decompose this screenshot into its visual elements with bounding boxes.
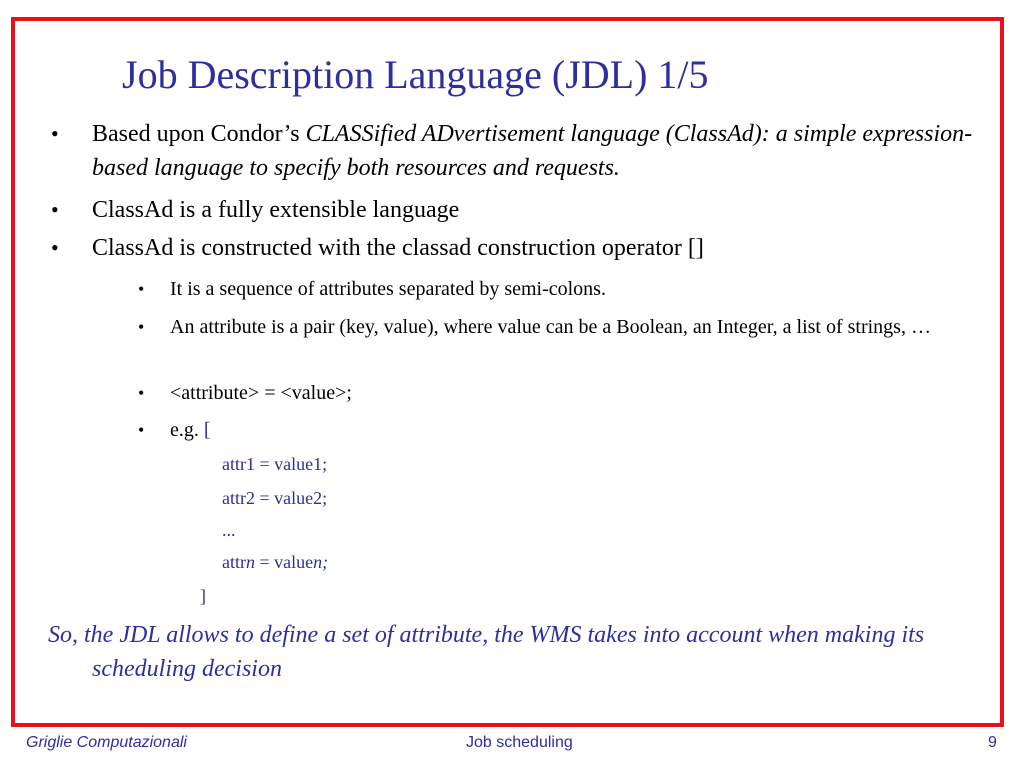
summary-note [48, 618, 988, 686]
code-n-attr: attr [222, 552, 246, 572]
bullet-marker: • [51, 235, 59, 260]
sub-bullet-marker: • [138, 279, 145, 299]
example-prefix: e.g. [170, 419, 204, 441]
code-n-value: = value [255, 552, 314, 572]
sub-bullet-marker: • [138, 317, 145, 337]
code-line-2: attr2 = value2; [222, 488, 328, 508]
bullet-item-2: ClassAd is a fully extensible language [92, 197, 460, 223]
sub-bullet-1: It is a sequence of attributes separated by semi-colons. [170, 278, 606, 300]
bullet-marker: • [51, 121, 59, 146]
bullet-1-italic: CLASSified ADvertisement language (ClassAd): a simple expression-based language to specify both resources and requests. [92, 121, 973, 181]
code-line-1: attr1 = value1; [222, 454, 328, 474]
code-n-index: n [246, 552, 255, 572]
footer-topic: Job scheduling [466, 734, 573, 751]
example-open-bracket: [ [203, 419, 211, 441]
code-line-n [222, 550, 328, 574]
sub-bullet-marker: • [138, 420, 145, 440]
code-close-bracket: ] [200, 586, 206, 606]
slide-title: Job Description Language (JDL) 1/5 [122, 52, 709, 97]
code-n-value-index: n; [313, 552, 329, 572]
bullet-marker: • [51, 197, 59, 222]
bullet-item-3: ClassAd is constructed with the classad construction operator [] [92, 235, 704, 261]
bullet-item-1 [92, 117, 992, 185]
sub-bullet-2: An attribute is a pair (key, value), where value can be a Boolean, an Integer, a list of strings, … [170, 316, 931, 338]
code-ellipsis: ... [222, 520, 236, 540]
footer-course: Griglie Computazionali [26, 734, 187, 751]
bullet-1-plain: Based upon Condor’s [92, 121, 306, 147]
sub-bullet-3: <attribute> = <value>; [170, 382, 352, 404]
sub-bullet-marker: • [138, 383, 145, 403]
sub-bullet-4 [170, 416, 980, 445]
summary-text: So, the JDL allows to define a set of attribute, the WMS takes into account when making its scheduling decision [48, 622, 925, 682]
footer-page-number: 9 [988, 734, 997, 751]
